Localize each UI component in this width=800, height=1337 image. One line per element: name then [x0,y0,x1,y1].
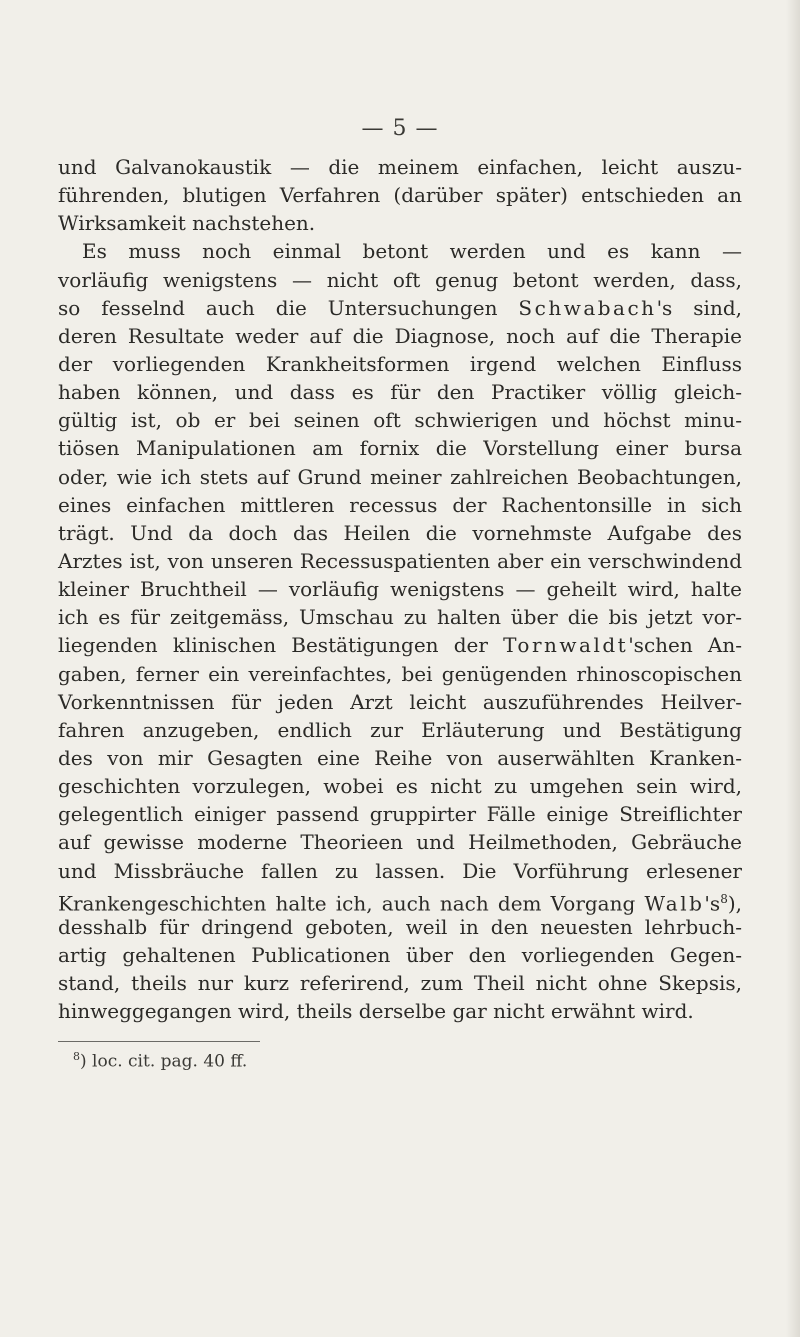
footnote-reference: 8 [720,891,728,906]
text-line: kleiner Bruchtheil — vorläufig wenigstens — geheilt wird, halte [58,577,742,602]
text-line: ich es für zeitgemäss, Umschau zu halten über die bis jetzt vor- [58,605,742,630]
text-line: gaben, ferner ein vereinfachtes, bei genügenden rhinoscopischen [58,661,742,686]
text-line: oder, wie ich stets auf Grund meiner zahlreichen Beobachtungen, [58,464,742,489]
text-line [58,631,742,659]
author-name: Tornwaldt [503,633,629,658]
text-line: Arztes ist, von unseren Recessuspatienten aber ein verschwindend [58,548,742,573]
text-line: gelegentlich einiger passend gruppirter Fälle einige Streiflichter [58,802,742,827]
footnote-divider [58,1041,260,1042]
text-line: Vorkenntnissen für jeden Arzt leicht auszuführendes Heilver- [58,689,742,714]
footnote-text: ) loc. cit. pag. 40 ff. [80,1051,248,1072]
text-line: desshalb für dringend geboten, weil in den neuesten lehrbuch- [58,914,742,939]
text-segment: liegenden klinischen Bestätigungen der [58,633,504,658]
text-segment: ), [727,891,742,916]
text-line: und Missbräuche fallen zu lassen. Die Vorführung erlesener [58,858,742,883]
author-name: Walb [644,891,705,916]
text-line: des von mir Gesagten eine Reihe von auserwählten Kranken- [58,745,742,770]
text-line: Wirksamkeit nachstehen. [58,211,316,236]
text-segment: so fesselnd auch die Untersuchungen [58,295,519,320]
text-segment: Krankengeschichten halte ich, auch nach dem Vorgang [58,891,645,916]
text-segment: 'schen An- [628,633,743,658]
text-segment: 's [704,891,721,916]
footnote [73,1050,247,1072]
paragraph-start-line: Es muss noch einmal betont werden und es kann — [82,239,742,264]
text-line [58,294,742,322]
page-edge-shadow [786,0,800,1337]
text-line: fahren anzugeben, endlich zur Erläuterung und Bestätigung [58,717,742,742]
text-line: tiösen Manipulationen am fornix die Vorstellung einer bursa [58,436,742,461]
text-line: haben können, und dass es für den Practiker völlig gleich- [58,380,742,405]
text-line: der vorliegenden Krankheitsformen irgend welchen Einfluss [58,351,742,376]
text-line: eines einfachen mittleren recessus der Rachentonsille in sich [58,492,742,517]
text-line: gültig ist, ob er bei seinen oft schwierigen und höchst minu- [58,408,742,433]
text-segment: 's sind, [656,295,742,320]
text-line: und Galvanokaustik — die meinem einfachen, leicht auszu- [58,155,742,179]
text-line: trägt. Und da doch das Heilen die vornehmste Aufgabe des [58,520,742,545]
text-line: deren Resultate weder auf die Diagnose, noch auf die Therapie [58,323,742,348]
text-line: geschichten vorzulegen, wobei es nicht zu umgehen sein wird, [58,774,742,799]
text-line: stand, theils nur kurz referirend, zum Theil nicht ohne Skepsis, [58,971,742,996]
body-text [58,153,742,1025]
text-line [58,885,742,916]
footnote-marker: 8 [73,1050,80,1063]
text-line: artig gehaltenen Publicationen über den vorliegenden Gegen- [58,942,742,967]
text-line: auf gewisse moderne Theorieen und Heilmethoden, Gebräuche [58,830,742,855]
text-line: führenden, blutigen Verfahren (darüber später) entschieden an [58,183,742,208]
author-name: Schwabach [518,295,657,320]
page-number: — 5 — [361,116,439,141]
text-line: vorläufig wenigstens — nicht oft genug betont werden, dass, [58,267,742,292]
text-line: hinweggegangen wird, theils derselbe gar nicht erwähnt wird. [58,999,694,1024]
